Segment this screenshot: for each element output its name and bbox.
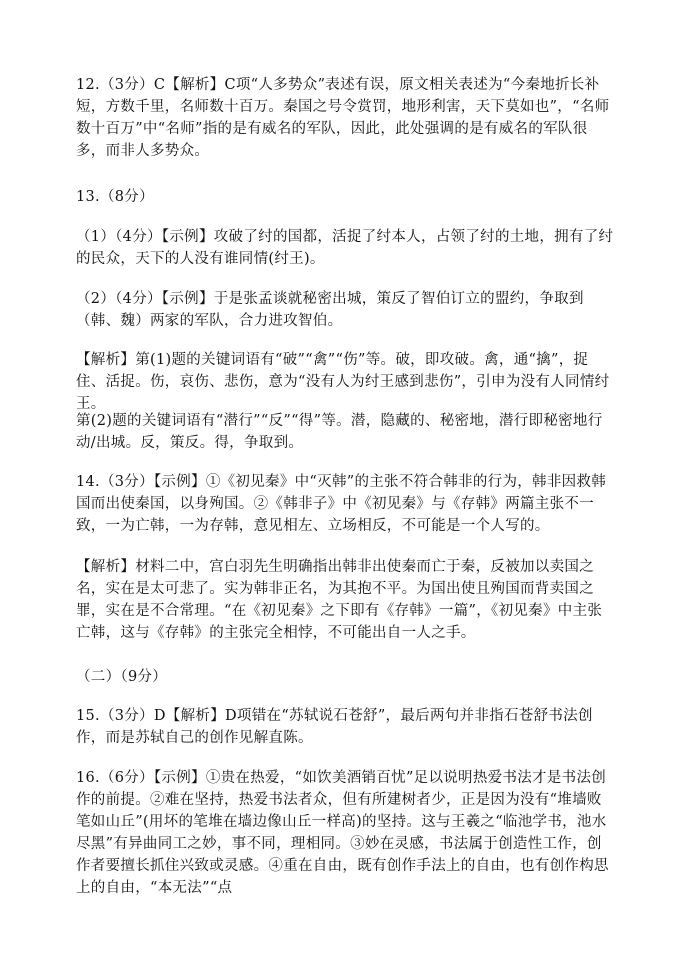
answer-13-2: （2）（4分）【示例】于是张孟谈就秘密出城，策反了智伯订立的盟约，争取到（韩、魏）两家的军队，合力进攻智伯。 <box>76 291 584 329</box>
answer-14: 14.（3分）【示例】①《初见秦》中“灭韩”的主张不符合韩非的行为，韩非因救韩国而出使秦国，以身殉国。②《韩非子》中《初见秦》与《存韩》两篇主张不一致，一为亡韩，一为存韩，意见相左、立场相反，不可能是一个人写的。 <box>76 474 607 534</box>
answer-14-analysis: 【解析】材料二中，宫白羽先生明确指出韩非出使秦而亡于秦，反被加以卖国之名，实在是太可悲了。实为韩非正名，为其抱不平。为国出使且殉国而背卖国之罪，实在是不合常理。“在《初见秦》之下即有《存韩》一篇”，《初见秦》中主张亡韩，这与《存韩》的主张完全相悖，不可能出自一人之手。 <box>76 559 603 641</box>
answer-12: 12.（3分）C【解析】C项“人多势众”表述有误，原文相关表述为“今秦地折长补短，方数千里，名师数十百万。秦国之号令赏罚，地形利害，天下莫如也”，“名师数十百万”中“名师”指的是有威名的军队，因此，此处强调的是有威名的军队很多，而非人多势众。 <box>76 77 610 159</box>
answer-13-analysis-1: 【解析】第(1)题的关键词语有“破”“禽”“伤”等。破，即攻破。禽，通“擒”，捉住、活捉。伤，哀伤、悲伤，意为“没有人为纣王感到悲伤”，引申为没有人同情纣王。 <box>76 352 610 412</box>
answer-15: 15.（3分）D【解析】D项错在“苏轼说石苍舒”，最后两句并非指石苍舒书法创作，而是苏轼自己的创作见解直陈。 <box>76 708 593 746</box>
answer-13-heading: 13.（8分） <box>76 189 154 205</box>
answer-13-1: （1）（4分）【示例】攻破了纣的国都，活捉了纣本人，占领了纣的土地，拥有了纣的民众，天下的人没有谁同情(纣王)。 <box>76 229 614 267</box>
section-2-heading: （二）（9分） <box>76 669 168 685</box>
answer-13-analysis-2: 第(2)题的关键词语有“潜行”“反”“得”等。潜，隐藏的、秘密地，潜行即秘密地行动/出城。反，策反。得，争取到。 <box>76 413 603 451</box>
answer-16: 16.（6分）【示例】①贵在热爱，“如饮美酒销百忧”足以说明热爱书法才是书法创作的前提。②难在坚持，热爱书法者众，但有所建树者少，正是因为没有“堆墙败笔如山丘”(用坏的笔堆在墙边像山丘一样高)的坚持。这与王羲之“临池学书，池水尽黑”有异曲同工之妙，事不同，理相同。③妙在灵感，书法属于创造性工作，创作者要擅长抓住兴致或灵感。④重在自由，既有创作手法上的自由，也有创作构思上的自由，“本无法”“点 <box>76 770 609 896</box>
